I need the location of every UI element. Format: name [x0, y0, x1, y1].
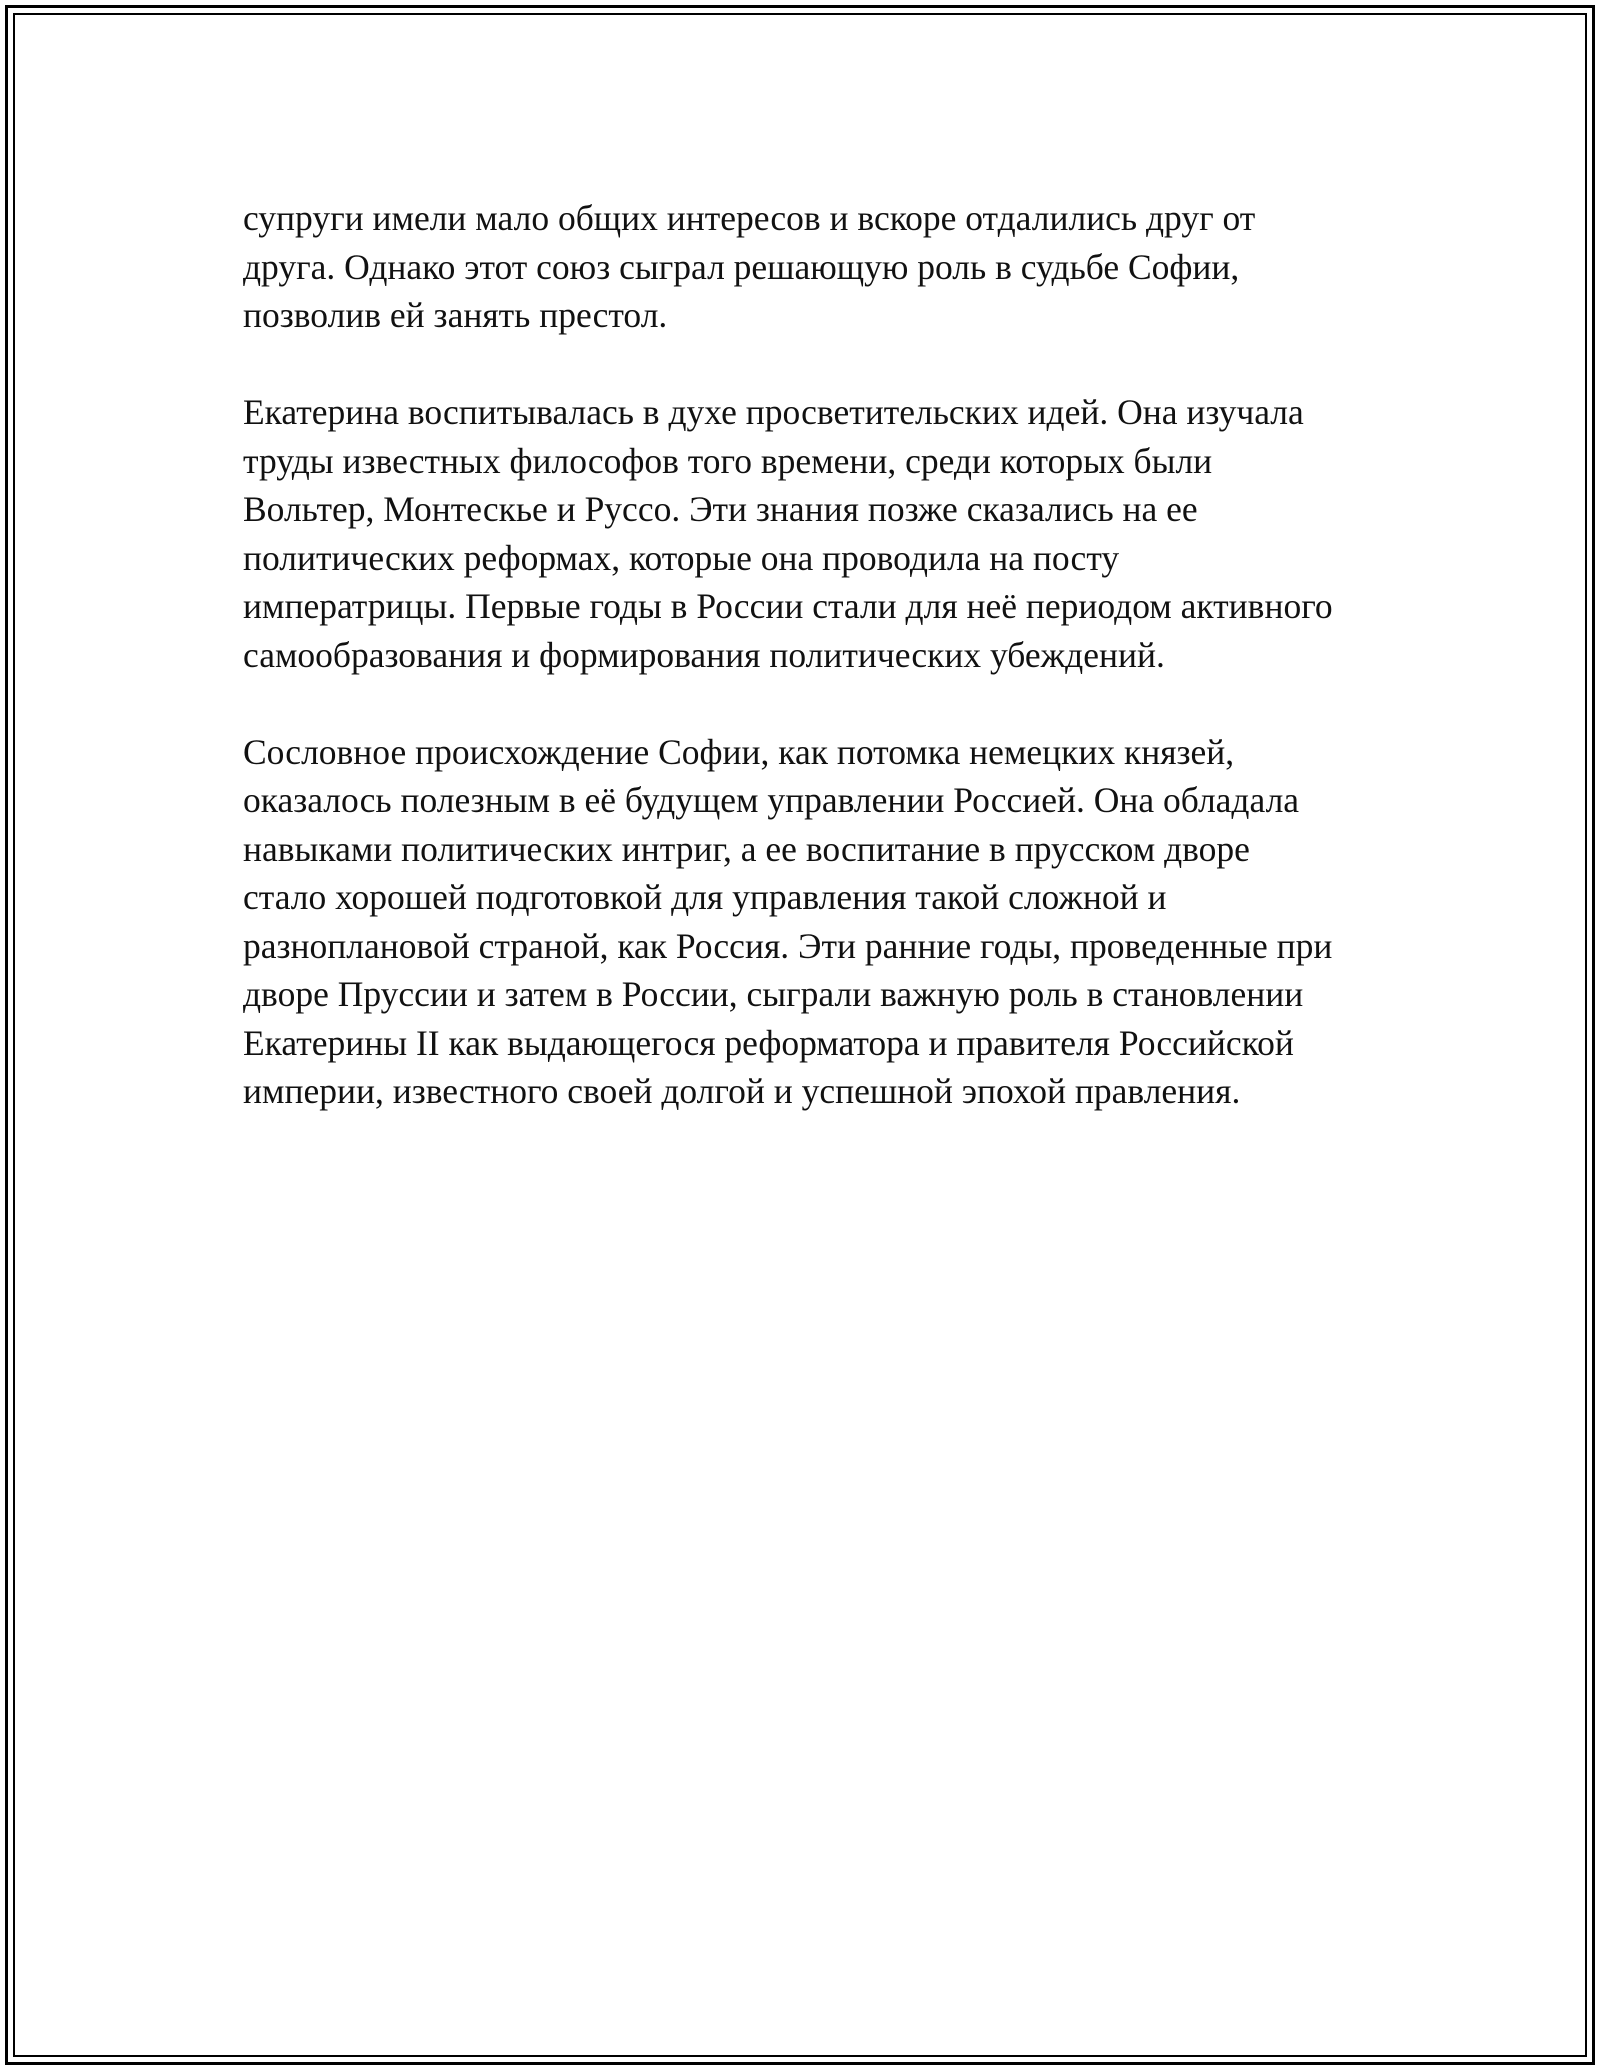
text-line: дворе Пруссии и затем в России, сыграли важную роль в становлении [243, 974, 1304, 1014]
text-line: позволив ей занять престол. [243, 295, 668, 335]
page-border [5, 5, 1595, 2065]
text-line: самообразования и формирования политических убеждений. [243, 634, 1165, 675]
paragraph-1 [243, 194, 1403, 340]
paragraph-3 [243, 728, 1403, 1116]
text-line: друга. Однако этот союз сыграл решающую роль в судьбе Софии, [243, 246, 1240, 287]
text-line: разноплановой страной, как Россия. Эти ранние годы, проведенные при [243, 925, 1333, 966]
text-line: Вольтер, Монтескье и Руссо. Эти знания позже сказались на ее [243, 489, 1198, 529]
text-line: супруги имели мало общих интересов и вскоре отдалились друг от [243, 198, 1256, 238]
text-line: оказалось полезным в её будущем управлении Россией. Она обладала [243, 780, 1300, 820]
text-line: труды известных философов того времени, среди которых были [243, 440, 1213, 481]
text-line: Сословное происхождение Софии, как потомка немецких князей, [243, 731, 1235, 772]
text-line: политических реформах, которые она проводила на посту [243, 537, 1120, 578]
text-line: императрицы. Первые годы в России стали для неё периодом активного [243, 586, 1333, 626]
text-line: стало хорошей подготовкой для управления такой сложной и [243, 877, 1167, 917]
text-line: навыками политических интриг, а ее воспитание в прусском дворе [243, 828, 1250, 869]
document-body [243, 194, 1403, 1164]
text-line: империи, известного своей долгой и успешной эпохой правления. [243, 1071, 1241, 1111]
text-line: Екатерина воспитывалась в духе просветительских идей. Она изучала [243, 392, 1304, 432]
text-line: Екатерины II как выдающегося реформатора и правителя Российской [243, 1022, 1294, 1063]
paragraph-2 [243, 388, 1403, 679]
